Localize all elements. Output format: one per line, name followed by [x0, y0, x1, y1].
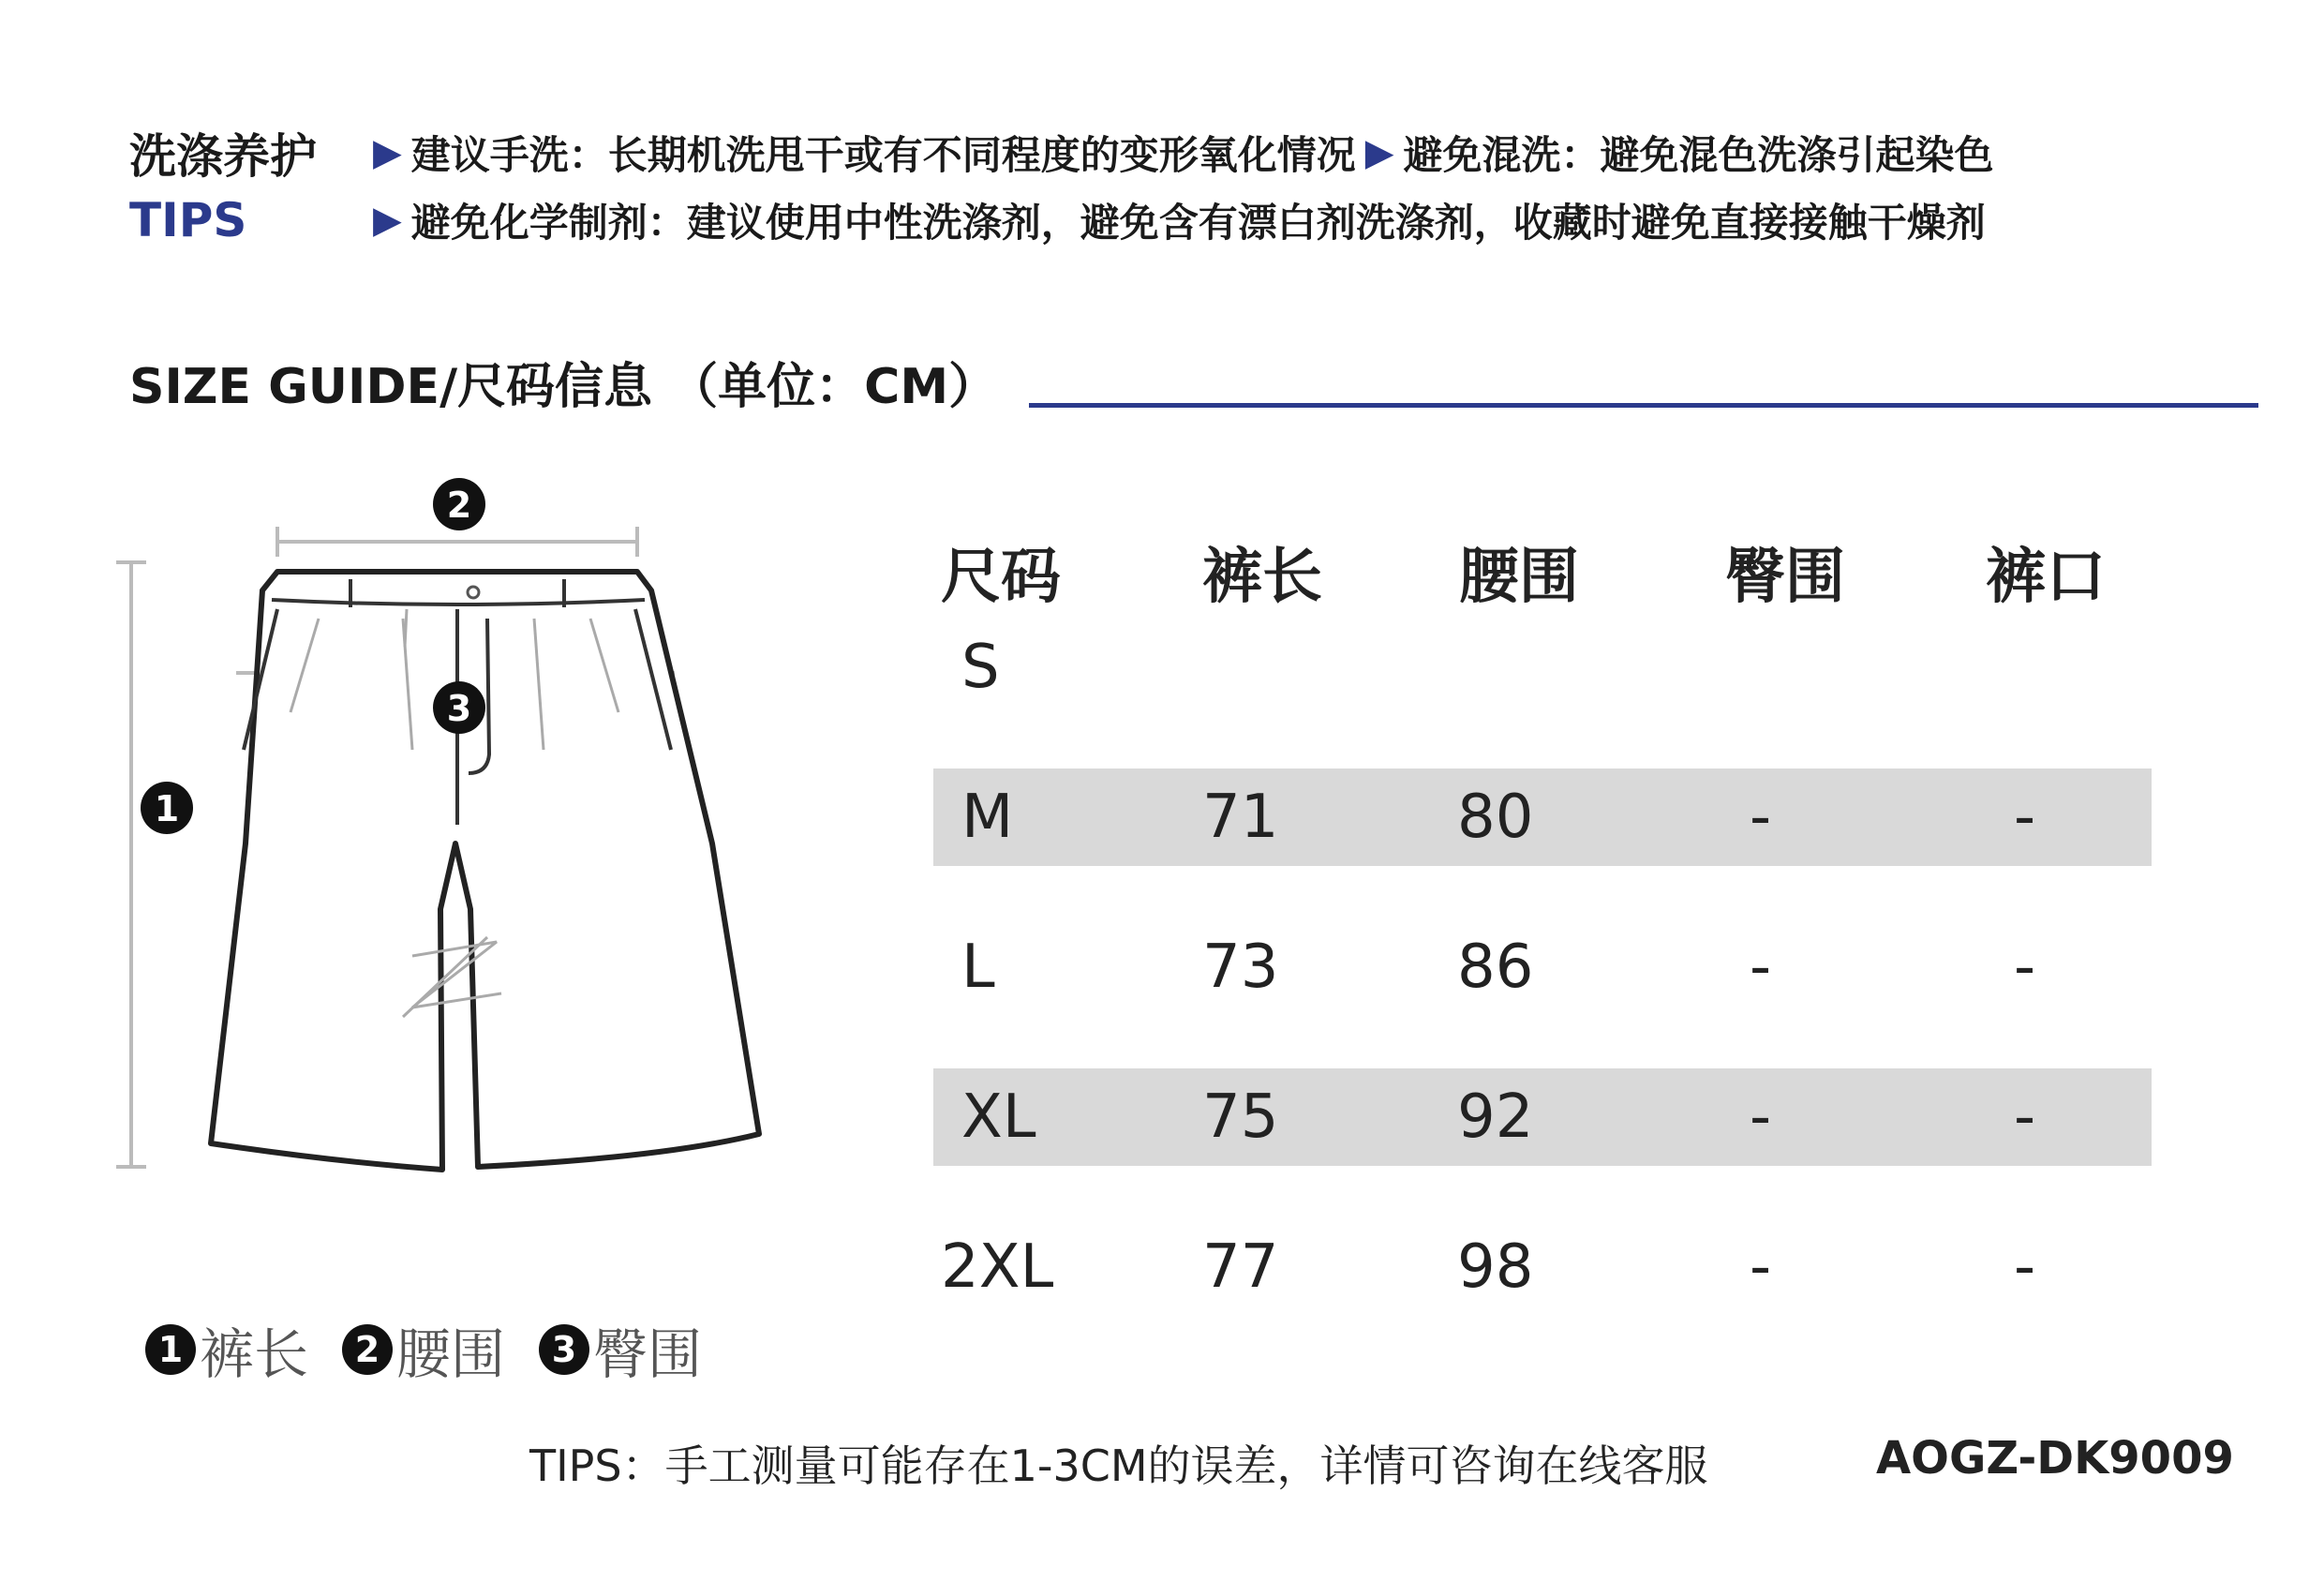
care-row-1 — [129, 120, 2004, 186]
cell-hip: - — [1750, 783, 1772, 852]
marker-hip-icon — [433, 681, 485, 734]
cell-hip: - — [1750, 1232, 1772, 1302]
table-row — [933, 1068, 2152, 1166]
table-row — [933, 918, 2152, 1016]
cell-waist: 98 — [1457, 1232, 1534, 1302]
header-size: 尺码 — [941, 543, 1061, 612]
cell-length: 73 — [1202, 933, 1279, 1002]
svg-text:2: 2 — [446, 485, 472, 526]
care-item-hand-wash — [373, 125, 1356, 181]
care-item-no-mixed-wash — [1365, 125, 1994, 181]
svg-text:1: 1 — [154, 788, 180, 829]
legend-item-hip — [539, 1310, 702, 1389]
legend-label: 臀围 — [593, 1322, 703, 1386]
size-guide-title: SIZE GUIDE/尺码信息 （单位：CM） — [129, 359, 998, 415]
cell-hem: - — [2014, 783, 2036, 852]
cell-size: 2XL — [941, 1232, 1054, 1302]
cell-waist: 80 — [1457, 783, 1534, 852]
care-title-cn: 洗涤养护 — [129, 129, 317, 184]
care-item-text: 避免化学制剂：建议使用中性洗涤剂，避免含有漂白剂洗涤剂，收藏时避免直接接触干燥剂 — [410, 200, 1986, 246]
cell-size: L — [961, 933, 995, 1002]
care-row-2 — [129, 187, 1995, 253]
legend-label: 裤长 — [200, 1322, 309, 1386]
arrow-right-icon: ▶ — [373, 131, 402, 174]
cell-size: XL — [961, 1082, 1036, 1152]
marker-waist-icon — [433, 478, 485, 530]
waist-measure-line — [277, 527, 637, 557]
header-waist: 腰围 — [1459, 543, 1579, 612]
cell-hip: - — [1750, 1082, 1772, 1152]
legend-item-waist — [342, 1310, 505, 1389]
arrow-right-icon: ▶ — [1364, 131, 1394, 174]
table-header — [933, 525, 2152, 619]
care-title-en: TIPS — [129, 193, 247, 247]
care-item-no-chemicals — [373, 192, 1986, 248]
svg-text:3: 3 — [446, 688, 472, 729]
product-code: AOGZ-DK9009 — [1876, 1432, 2234, 1485]
care-item-text: 建议手洗：长期机洗甩干或有不同程度的变形氧化情况 — [410, 132, 1356, 178]
cell-waist: 92 — [1457, 1082, 1534, 1152]
table-row — [933, 619, 2152, 716]
number-3-icon: 3 — [539, 1324, 589, 1375]
cell-length: 75 — [1202, 1082, 1279, 1152]
size-table — [933, 525, 2152, 1368]
arrow-right-icon: ▶ — [373, 199, 402, 242]
legend-item-length — [145, 1310, 308, 1389]
title-underline — [1029, 403, 2258, 408]
diagram-legend — [145, 1310, 736, 1389]
length-measure-line — [116, 562, 146, 1167]
cell-size: M — [961, 783, 1014, 852]
footer-tips: TIPS：手工测量可能存在1-3CM的误差，详情可咨询在线客服 — [529, 1440, 1708, 1491]
header-length: 裤长 — [1202, 543, 1322, 612]
cell-hem: - — [2014, 1232, 2036, 1302]
cell-waist: 86 — [1457, 933, 1534, 1002]
cell-size: S — [961, 633, 1000, 702]
number-2-icon: 2 — [342, 1324, 393, 1375]
table-row — [933, 1218, 2152, 1316]
marker-length-icon — [141, 782, 193, 834]
cell-hip: - — [1750, 933, 1772, 1002]
shorts-diagram — [103, 469, 797, 1218]
shorts-outline — [211, 572, 759, 1170]
cell-hem: - — [2014, 933, 2036, 1002]
cell-length: 71 — [1202, 783, 1279, 852]
header-hip: 臀围 — [1725, 543, 1845, 612]
cell-length: 77 — [1202, 1232, 1279, 1302]
table-row — [933, 769, 2152, 866]
number-1-icon: 1 — [145, 1324, 196, 1375]
legend-label: 腰围 — [396, 1322, 506, 1386]
care-item-text: 避免混洗：避免混色洗涤引起染色 — [1403, 132, 1994, 178]
cell-hem: - — [2014, 1082, 2036, 1152]
header-hem: 裤口 — [1986, 543, 2106, 612]
